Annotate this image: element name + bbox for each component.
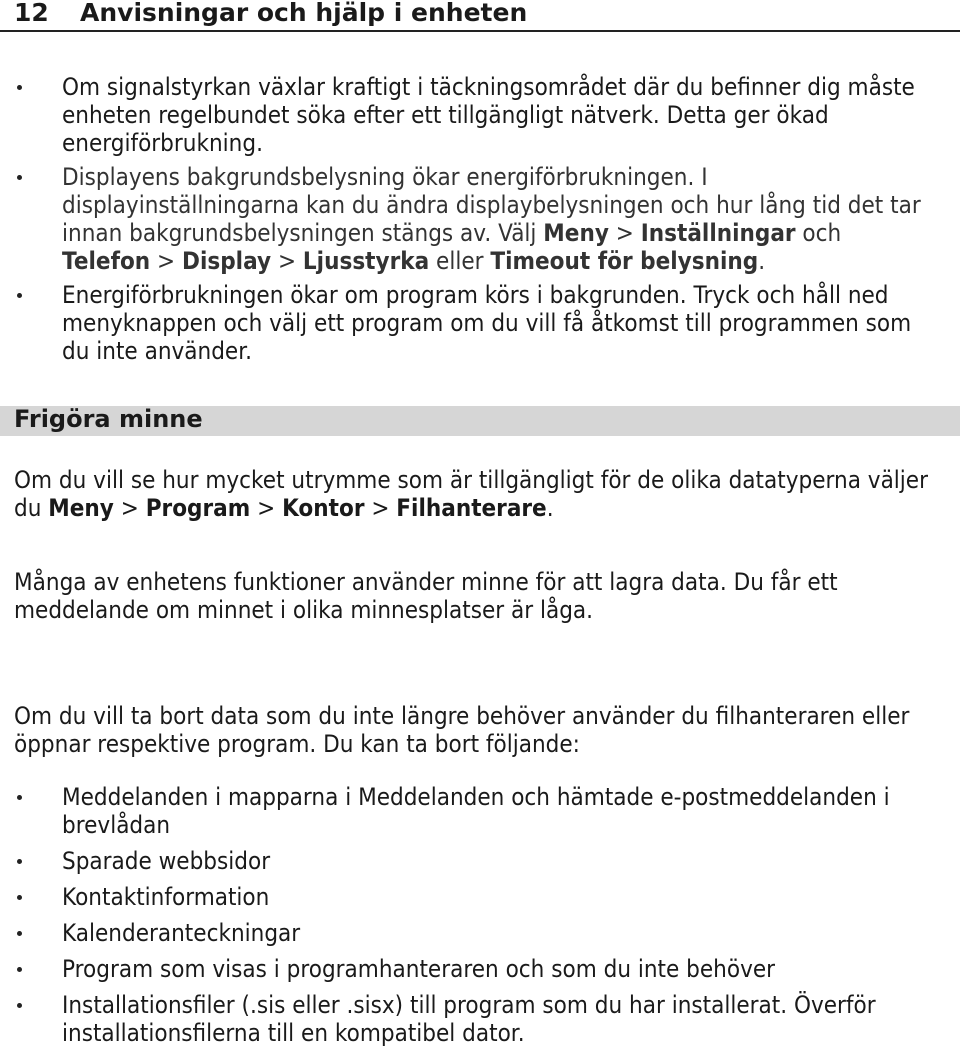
list-item-line: Kontaktinformation xyxy=(62,883,270,911)
section-title: Frigöra minne xyxy=(14,405,203,433)
menu-path-filhanterare: Filhanterare xyxy=(396,494,547,522)
bullet-icon xyxy=(17,931,22,936)
body-text: innan bakgrundsbelysningen stängs av. Välj xyxy=(62,219,544,247)
bullet-icon xyxy=(17,293,22,298)
list-item-line: displayinställningarna kan du ändra displaybelysningen och hur lång tid det tar xyxy=(62,191,921,219)
paragraph-line: Om du vill se hur mycket utrymme som är tillgängligt för de olika datatyperna väljer xyxy=(14,466,928,494)
body-text: du xyxy=(14,494,49,522)
path-separator: > xyxy=(250,494,283,522)
bullet-icon xyxy=(17,895,22,900)
list-item-line: du inte använder. xyxy=(62,337,252,365)
body-text: . xyxy=(758,247,766,275)
menu-path-ljusstyrka: Ljusstyrka xyxy=(302,247,430,275)
list-item xyxy=(0,163,960,275)
list-item-line: Kalenderanteckningar xyxy=(62,919,301,947)
path-separator: > xyxy=(608,219,641,247)
paragraph-line: meddelande om minnet i olika minnesplatser är låga. xyxy=(14,596,594,624)
bullet-icon xyxy=(17,795,22,800)
list-item-line: Program som visas i programhanteraren och som du inte behöver xyxy=(62,955,776,983)
paragraph-line: Många av enhetens funktioner använder minne för att lagra data. Du får ett xyxy=(14,568,838,596)
body-text: och xyxy=(795,219,842,247)
list-item-line: Meddelanden i mapparna i Meddelanden och hämtade e-postmeddelanden i xyxy=(62,783,890,811)
page-number: 12 xyxy=(14,0,49,27)
paragraph-line: Om du vill ta bort data som du inte längre behöver använder du filhanteraren eller xyxy=(14,702,910,730)
path-separator: > xyxy=(150,247,183,275)
list-item-line: brevlådan xyxy=(62,811,171,839)
list-item xyxy=(0,847,960,875)
list-item-line xyxy=(62,247,921,275)
paragraph-memory-warning xyxy=(14,568,929,624)
page-header xyxy=(0,0,960,32)
deletable-items-list xyxy=(0,783,960,1055)
list-item xyxy=(0,955,960,983)
menu-path-display: Display xyxy=(182,247,272,275)
list-item-line: Om signalstyrkan växlar kraftigt i täckningsområdet där du befinner dig måste xyxy=(62,73,915,101)
menu-path-meny: Meny xyxy=(543,219,609,247)
section-heading xyxy=(0,406,960,436)
chapter-title: Anvisningar och hjälp i enheten xyxy=(80,0,528,27)
list-item-line: Installationsfiler (.sis eller .sisx) till program som du har installerat. Överför xyxy=(62,991,876,1019)
bullet-icon xyxy=(17,1003,22,1008)
body-text: . xyxy=(546,494,554,522)
paragraph-line: öppnar respektive program. Du kan ta bort följande: xyxy=(14,730,580,758)
bullet-icon xyxy=(17,85,22,90)
paragraph-delete-data xyxy=(14,702,960,758)
list-item-line: enheten regelbundet söka efter ett tillgängligt nätverk. Detta ger ökad xyxy=(62,101,829,129)
paragraph-line xyxy=(14,494,928,522)
list-item xyxy=(0,919,960,947)
list-item xyxy=(0,281,960,365)
path-separator: > xyxy=(113,494,146,522)
list-item xyxy=(0,73,960,157)
paragraph-memory-info xyxy=(14,466,960,522)
list-item xyxy=(0,991,960,1047)
tips-list xyxy=(0,73,960,365)
list-item-line: Sparade webbsidor xyxy=(62,847,271,875)
list-item xyxy=(0,883,960,911)
path-separator: > xyxy=(364,494,397,522)
list-item-line: energiförbrukning. xyxy=(62,129,263,157)
menu-path-timeout: Timeout för belysning xyxy=(490,247,759,275)
body-text: eller xyxy=(429,247,491,275)
path-separator: > xyxy=(271,247,303,275)
bullet-icon xyxy=(17,859,22,864)
list-item xyxy=(0,783,960,839)
list-item-line: menyknappen och välj ett program om du vill få åtkomst till programmen som xyxy=(62,309,912,337)
menu-path-telefon: Telefon xyxy=(62,247,151,275)
list-item-line: installationsfilerna till en kompatibel dator. xyxy=(62,1019,525,1047)
menu-path-program: Program xyxy=(145,494,251,522)
menu-path-installningar: Inställningar xyxy=(640,219,796,247)
bullet-icon xyxy=(17,967,22,972)
bullet-icon xyxy=(17,175,22,180)
menu-path-meny: Meny xyxy=(48,494,114,522)
list-item-line xyxy=(62,219,921,247)
list-item-line: Displayens bakgrundsbelysning ökar energiförbrukningen. I xyxy=(62,163,708,191)
menu-path-kontor: Kontor xyxy=(282,494,365,522)
list-item-line: Energiförbrukningen ökar om program körs i bakgrunden. Tryck och håll ned xyxy=(62,281,889,309)
